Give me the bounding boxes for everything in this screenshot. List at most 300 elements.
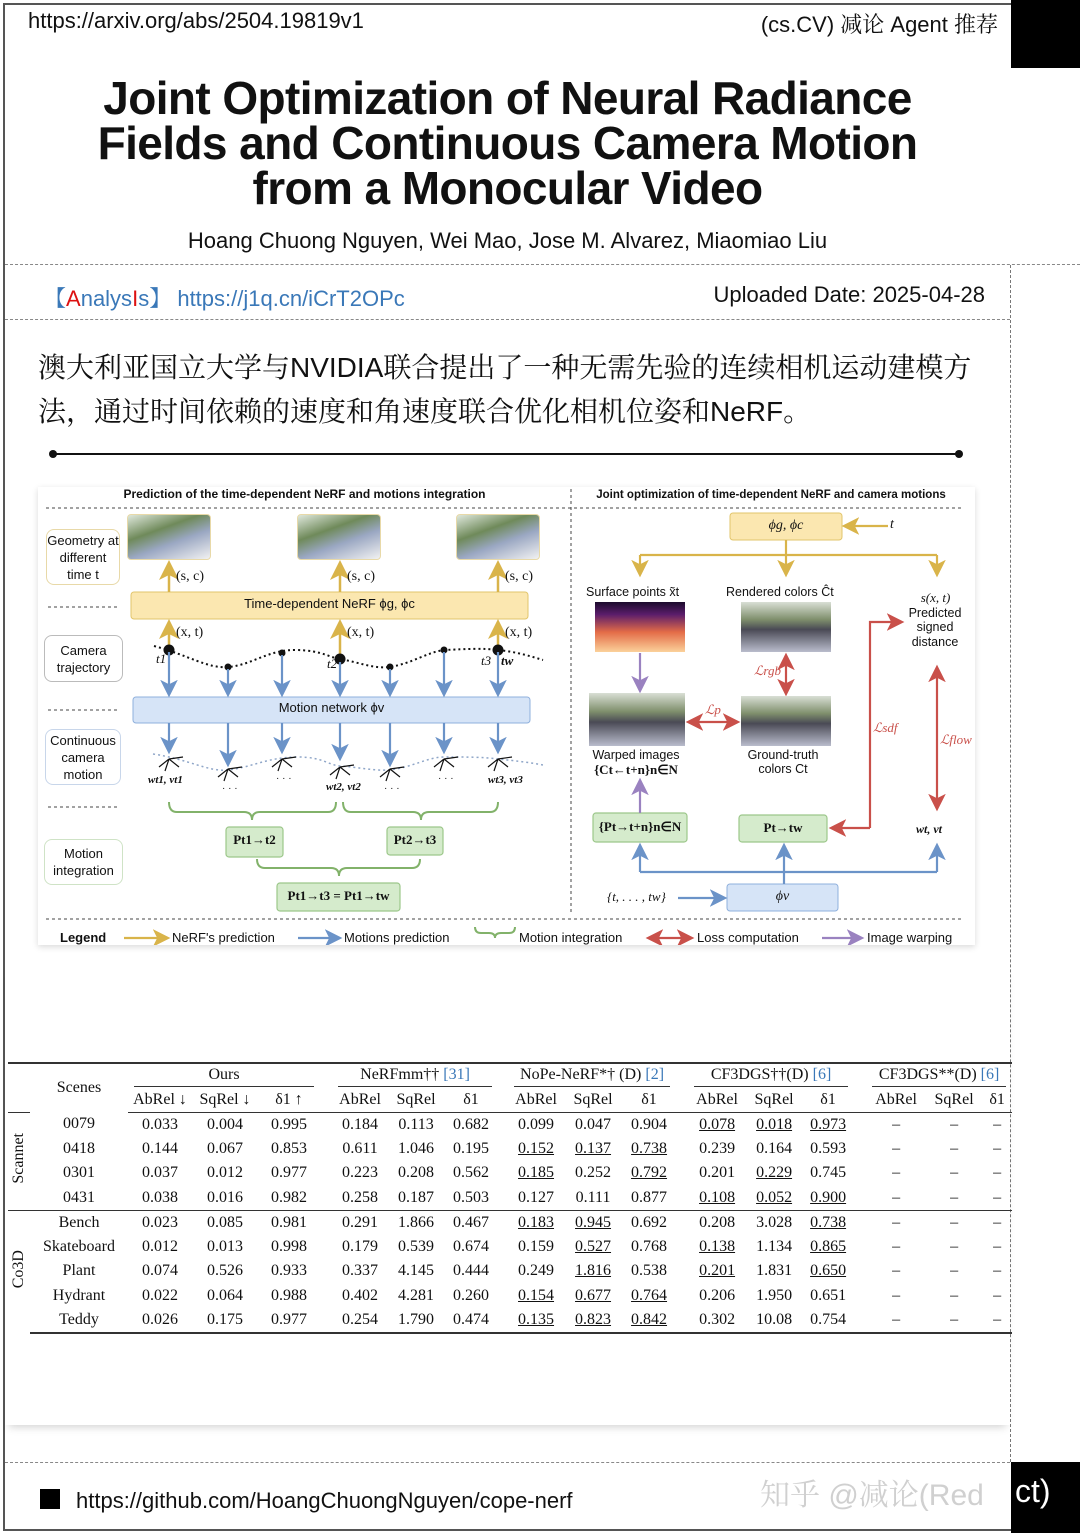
row-label-motion: Continuous camera motion	[45, 729, 121, 785]
table-row	[8, 1137, 1012, 1162]
spacer	[854, 1308, 866, 1333]
metric-cell: –	[993, 1115, 1002, 1133]
metric-cell: 0.135	[508, 1308, 564, 1333]
metric-cell: 0.078	[699, 1115, 736, 1133]
loss-rgb: ℒrgb	[754, 663, 781, 678]
metric-cell: –	[993, 1188, 1002, 1206]
github-link[interactable]: https://github.com/HoangChuongNguyen/cope-nerf	[76, 1488, 573, 1513]
metric-cell: 0.768	[631, 1237, 668, 1255]
watermark: 知乎 @减论(Red	[760, 1479, 984, 1512]
metric-cell: –	[950, 1115, 959, 1133]
spacer	[854, 1112, 866, 1137]
sc-label: (s, c)	[176, 569, 204, 584]
xt-label: (x, t)	[347, 625, 375, 640]
loss-sdf: ℒsdf	[873, 720, 898, 735]
paper-title	[40, 72, 975, 214]
wv-label: wt1, vt1	[148, 774, 183, 786]
metric-cell: 0.208	[398, 1164, 435, 1182]
spacer	[320, 1161, 332, 1186]
spacer	[676, 1063, 688, 1088]
summary-text: 澳大利亚国立大学与NVIDIA联合提出了一种无需先验的连续相机运动建模方法，通过时间依赖的速度和角速度联合优化相机位姿和NeRF。	[38, 352, 972, 427]
spacer	[498, 1137, 508, 1162]
method-name: CF3DGS**(D)	[878, 1066, 981, 1084]
metric-cell: –	[982, 1308, 1012, 1333]
metric-header: AbRel	[332, 1088, 388, 1113]
metric-cell: 1.134	[756, 1237, 793, 1255]
metric-cell: 0.067	[207, 1139, 243, 1157]
spacer	[498, 1161, 508, 1186]
spacer	[320, 1235, 332, 1260]
scene-name: Skateboard	[43, 1237, 115, 1255]
metric-header: δ1	[982, 1088, 1012, 1113]
metric-cell: –	[866, 1210, 926, 1235]
motion-box-label: Motion network ϕv	[278, 700, 385, 715]
spacer	[498, 1210, 508, 1235]
title-line: Fields and Continuous Camera Motion	[97, 117, 918, 169]
analysis-label-a: A	[66, 286, 81, 311]
metric-cell: 0.018	[756, 1115, 793, 1133]
metric-cell: 0.258	[342, 1188, 379, 1206]
metric-cell: 0.152	[518, 1139, 555, 1157]
metric-cell: 0.064	[207, 1286, 243, 1304]
t2-label: t2	[327, 656, 338, 671]
warped-math: {Ct←t+n}n∈N	[594, 762, 678, 777]
spacer	[320, 1112, 332, 1137]
table-row	[8, 1259, 1012, 1284]
rule-dot	[49, 450, 57, 458]
t-input: t	[890, 517, 894, 532]
metric-cell: 0.539	[398, 1237, 435, 1255]
method-header	[128, 1063, 320, 1088]
spacer	[498, 1088, 508, 1113]
method-ref[interactable]: [6]	[812, 1066, 832, 1084]
metric-cell: 0.745	[810, 1164, 847, 1182]
spacer	[854, 1137, 866, 1162]
method-header	[688, 1063, 854, 1088]
metric-cell: 0.474	[444, 1308, 498, 1333]
geometry-thumbnail	[456, 514, 540, 560]
spacer	[676, 1210, 688, 1235]
metric-cell: 0.201	[699, 1164, 736, 1182]
table-row	[8, 1161, 1012, 1186]
method-ref[interactable]: [31]	[443, 1066, 470, 1084]
metric-cell: –	[950, 1262, 959, 1280]
spacer	[854, 1210, 866, 1235]
analysis-url[interactable]: https://j1q.cn/iCrT2OPc	[177, 286, 405, 311]
metric-cell: –	[993, 1237, 1002, 1255]
table-row	[8, 1186, 1012, 1211]
right-panel-title: Joint optimization of time-dependent NeRF and camera motions	[596, 489, 946, 501]
metric-cell: 0.527	[575, 1237, 612, 1255]
metric-cell: 0.977	[271, 1164, 308, 1182]
metric-cell: 0.012	[142, 1237, 178, 1255]
metric-cell: 0.973	[810, 1115, 847, 1133]
depth-image	[595, 602, 685, 652]
metric-cell: 0.692	[622, 1210, 676, 1235]
metric-cell: –	[892, 1164, 901, 1182]
spacer	[676, 1235, 688, 1260]
metric-cell: 0.239	[699, 1139, 736, 1157]
metric-cell: 0.877	[631, 1188, 668, 1206]
spacer	[498, 1259, 508, 1284]
metric-cell: –	[926, 1308, 982, 1333]
metric-cell: –	[892, 1262, 901, 1280]
uploaded-date: Uploaded Date: 2025-04-28	[713, 282, 985, 307]
rendered-colors-label: Rendered colors Ĉt	[726, 585, 834, 599]
metric-cell: 0.302	[688, 1308, 746, 1333]
metric-cell: 1.866	[388, 1210, 444, 1235]
metric-cell: 0.016	[207, 1188, 243, 1206]
method-name: CF3DGS††(D)	[710, 1066, 813, 1084]
spacer	[676, 1112, 688, 1137]
metric-cell: 0.682	[453, 1115, 490, 1133]
geometry-thumbnail	[297, 514, 381, 560]
metric-header-row	[8, 1088, 1012, 1113]
title-line: Joint Optimization of Neural Radiance	[103, 72, 912, 124]
metric-cell: 1.790	[388, 1308, 444, 1333]
method-header-text	[872, 1064, 1006, 1087]
metric-cell: 0.137	[575, 1139, 612, 1157]
authors: Hoang Chuong Nguyen, Wei Mao, Jose M. Alvarez, Miaomiao Liu	[187, 228, 828, 253]
method-ref[interactable]: [6]	[980, 1066, 1000, 1084]
pose-t1-t2: Pt1→t2	[233, 832, 276, 847]
metric-cell: 0.022	[142, 1286, 178, 1304]
spacer	[676, 1088, 688, 1113]
arxiv-link[interactable]: https://arxiv.org/abs/2504.19819v1	[28, 8, 364, 33]
sc-label: (s, c)	[505, 569, 533, 584]
metric-cell: 0.144	[142, 1139, 178, 1157]
spacer	[676, 1284, 688, 1309]
results-table	[8, 1062, 1012, 1334]
spacer	[854, 1088, 866, 1113]
metric-cell: 0.444	[453, 1262, 490, 1280]
metric-cell: 0.754	[802, 1308, 854, 1333]
metric-cell: 0.988	[271, 1286, 308, 1304]
scene-name: Plant	[62, 1262, 96, 1280]
spacer	[8, 1088, 30, 1113]
metric-cell: 0.127	[518, 1188, 555, 1206]
method-header	[508, 1063, 676, 1088]
metric-cell: 1.831	[756, 1262, 793, 1280]
metric-cell: 0.113	[398, 1115, 434, 1133]
loss-p: ℒp	[705, 702, 721, 717]
dataset-name: Scannet	[10, 1133, 27, 1184]
nerf-params: ϕg, ϕc	[768, 518, 804, 533]
surface-points-label: Surface points x̃t	[586, 585, 680, 599]
legend-warp: Image warping	[867, 930, 953, 945]
ellipsis: · · ·	[276, 773, 292, 784]
ground-truth-label: Ground-truth colors Ct	[747, 748, 819, 777]
metric-cell: 0.650	[810, 1262, 847, 1280]
method-ref[interactable]: [2]	[645, 1066, 665, 1084]
method-header-text	[134, 1064, 314, 1087]
spacer	[320, 1259, 332, 1284]
scene-name: 0431	[63, 1188, 95, 1206]
metric-cell: 0.764	[631, 1286, 668, 1304]
dataset-label	[8, 1112, 30, 1210]
metric-cell: 0.195	[453, 1139, 490, 1157]
metric-cell: –	[950, 1188, 959, 1206]
metric-cell: –	[950, 1237, 959, 1255]
metric-cell: 0.738	[802, 1210, 854, 1235]
geometry-thumbnail	[127, 514, 211, 560]
sdf-label: s(x, t)	[920, 590, 951, 605]
metric-cell: –	[892, 1237, 901, 1255]
method-header	[332, 1063, 498, 1088]
warped-image	[589, 693, 685, 746]
metric-cell: 0.981	[258, 1210, 320, 1235]
xt-label: (x, t)	[505, 625, 533, 640]
metric-cell: 0.037	[142, 1164, 178, 1182]
metric-cell: 0.229	[756, 1164, 793, 1182]
metric-cell: 1.816	[575, 1262, 612, 1280]
metric-cell: 0.184	[342, 1115, 379, 1133]
spacer	[676, 1259, 688, 1284]
metric-cell: 0.337	[342, 1262, 379, 1280]
metric-cell: 0.904	[631, 1115, 668, 1133]
metric-cell: 1.950	[756, 1286, 793, 1304]
table-row	[8, 1235, 1012, 1260]
table-row	[8, 1308, 1012, 1333]
spacer	[320, 1186, 332, 1211]
metric-cell: 4.145	[398, 1262, 435, 1280]
metric-cell: –	[993, 1164, 1002, 1182]
metric-cell: 0.023	[128, 1210, 192, 1235]
row-label-trajectory: Camera trajectory	[44, 635, 123, 682]
metric-cell: –	[993, 1286, 1002, 1304]
metric-cell: 0.467	[444, 1210, 498, 1235]
table-row	[8, 1284, 1012, 1309]
metric-cell: 0.995	[271, 1115, 308, 1133]
wv-label: wt3, vt3	[488, 774, 523, 786]
spacer	[676, 1186, 688, 1211]
legend-loss: Loss computation	[697, 930, 799, 945]
loss-flow: ℒflow	[940, 732, 972, 747]
warped-label: Warped images	[592, 748, 680, 762]
analysis-label-i: I	[132, 286, 139, 311]
nerf-box-label: Time-dependent NeRF ϕg, ϕc	[244, 596, 415, 611]
ground-truth-image	[741, 696, 831, 746]
metric-cell: 0.138	[699, 1237, 736, 1255]
metric-cell: 0.175	[192, 1308, 258, 1333]
metric-cell: 0.254	[332, 1308, 388, 1333]
metric-cell: 0.792	[631, 1164, 668, 1182]
metric-header: δ1	[622, 1088, 676, 1113]
row-label-integration: Motion integration	[44, 839, 123, 885]
metric-cell: 0.179	[342, 1237, 379, 1255]
metric-header: SqRel	[746, 1088, 802, 1113]
metric-cell: 0.252	[575, 1164, 612, 1182]
metric-cell: 0.004	[207, 1115, 243, 1133]
scene-name: Teddy	[30, 1308, 128, 1333]
motion-network-right: ϕv	[775, 889, 790, 904]
metric-cell: –	[950, 1139, 959, 1157]
spacer	[676, 1137, 688, 1162]
metric-cell: 0.201	[699, 1262, 736, 1280]
metric-cell: 0.208	[688, 1210, 746, 1235]
metric-cell: 0.206	[699, 1286, 736, 1304]
ellipsis: · · ·	[222, 783, 238, 794]
spacer	[320, 1088, 332, 1113]
spacer	[676, 1161, 688, 1186]
metric-cell: 0.998	[271, 1237, 308, 1255]
metric-cell: 0.074	[142, 1262, 178, 1280]
metric-header: δ1 ↑	[258, 1088, 320, 1113]
method-name: Ours	[208, 1066, 240, 1084]
metric-cell: 0.183	[508, 1210, 564, 1235]
metric-cell: –	[866, 1308, 926, 1333]
category-tag: (cs.CV) 减论 Agent 推荐	[760, 12, 998, 37]
metric-cell: 0.842	[622, 1308, 676, 1333]
spacer	[854, 1235, 866, 1260]
group-header-row	[8, 1063, 1012, 1088]
spacer	[854, 1259, 866, 1284]
corner-block	[1011, 0, 1080, 68]
metric-cell: 0.159	[518, 1237, 555, 1255]
spacer	[320, 1308, 332, 1333]
metric-cell: 0.111	[575, 1188, 611, 1206]
scenes-header: Scenes	[30, 1063, 128, 1112]
legend-motion: Motions prediction	[344, 930, 450, 945]
spacer	[498, 1308, 508, 1333]
metric-cell: 0.047	[575, 1115, 612, 1133]
motion-curve	[153, 754, 543, 770]
metric-header: δ1	[802, 1088, 854, 1113]
metric-cell: 1.046	[398, 1139, 435, 1157]
metric-cell: 0.249	[518, 1262, 555, 1280]
metric-cell: 0.012	[207, 1164, 243, 1182]
metric-cell: –	[950, 1164, 959, 1182]
bracket: 】	[149, 286, 172, 311]
metric-cell: 0.291	[332, 1210, 388, 1235]
spacer	[498, 1112, 508, 1137]
metric-cell: 0.677	[575, 1286, 612, 1304]
metric-header: AbRel	[866, 1088, 926, 1113]
metric-cell: 0.982	[271, 1188, 308, 1206]
horizontal-rule	[52, 453, 960, 455]
metric-header: SqRel ↓	[192, 1088, 258, 1113]
metric-cell: 0.611	[342, 1139, 378, 1157]
scene-name: 0079	[63, 1115, 95, 1133]
metric-header: SqRel	[564, 1088, 622, 1113]
metric-cell: 10.08	[746, 1308, 802, 1333]
corner-block: ct)	[1011, 1462, 1080, 1533]
spacer	[854, 1063, 866, 1088]
divider	[5, 1462, 1010, 1463]
metric-header: AbRel	[508, 1088, 564, 1113]
metric-cell: 0.945	[564, 1210, 622, 1235]
table-row	[8, 1112, 1012, 1137]
metric-cell: –	[892, 1188, 901, 1206]
pose-t2-t3: Pt2→t3	[393, 832, 437, 847]
dataset-label	[8, 1210, 30, 1333]
bracket: 【	[44, 286, 67, 311]
method-name: NeRFmm††	[360, 1066, 444, 1084]
sdf-description: Predicted signed distance	[908, 606, 962, 649]
metric-cell: 0.503	[453, 1188, 490, 1206]
metric-cell: 0.900	[810, 1188, 847, 1206]
spacer	[320, 1063, 332, 1088]
metric-cell: 0.033	[142, 1115, 178, 1133]
metric-cell: 0.853	[271, 1139, 308, 1157]
scene-name: 0301	[63, 1164, 95, 1182]
bullet-square	[40, 1489, 60, 1509]
wv-label: wt2, vt2	[326, 781, 361, 793]
metric-header: AbRel ↓	[128, 1088, 192, 1113]
integration-braces	[169, 802, 515, 938]
time-sequence: {t, . . . , tw}	[607, 889, 666, 904]
spacer	[320, 1210, 332, 1235]
xt-label: (x, t)	[176, 625, 204, 640]
spacer	[854, 1186, 866, 1211]
t1-label: t1	[156, 651, 167, 666]
table-row	[8, 1210, 1012, 1235]
tw-label: tw	[501, 653, 514, 668]
metric-cell: 0.108	[699, 1188, 736, 1206]
metric-cell: 0.260	[453, 1286, 490, 1304]
method-figure	[38, 487, 975, 945]
scene-name: Bench	[30, 1210, 128, 1235]
rendered-image	[741, 602, 831, 652]
sc-label: (s, c)	[347, 569, 375, 584]
metric-header: SqRel	[388, 1088, 444, 1113]
method-header-text	[694, 1064, 848, 1087]
metric-cell: 0.823	[564, 1308, 622, 1333]
metric-cell: –	[892, 1139, 901, 1157]
divider	[5, 264, 1080, 265]
metric-cell: –	[892, 1286, 901, 1304]
metric-cell: 0.402	[342, 1286, 379, 1304]
pose-t1-t3: Pt1→t3 = Pt1→tw	[287, 888, 390, 903]
metric-cell: –	[892, 1115, 901, 1133]
metric-cell: 4.281	[398, 1286, 435, 1304]
metric-cell: 0.526	[207, 1262, 243, 1280]
metric-cell: 0.052	[756, 1188, 793, 1206]
scene-name: Hydrant	[52, 1286, 106, 1304]
metric-cell: 0.651	[810, 1286, 847, 1304]
method-header-text	[338, 1064, 492, 1087]
ellipsis: · · ·	[384, 783, 400, 794]
metric-cell: 0.085	[192, 1210, 258, 1235]
velocity-label: wt, vt	[916, 822, 942, 836]
metric-cell: 0.099	[518, 1115, 555, 1133]
metric-cell: –	[982, 1210, 1012, 1235]
metric-cell: 0.185	[518, 1164, 555, 1182]
dataset-name: Co3D	[10, 1249, 27, 1289]
analysis-label: nalys	[80, 286, 133, 311]
metric-cell: 0.933	[271, 1262, 308, 1280]
metric-cell: 0.593	[810, 1139, 847, 1157]
metric-cell: –	[993, 1262, 1002, 1280]
analysis-link[interactable]	[44, 282, 405, 313]
scene-name: 0418	[63, 1139, 95, 1157]
divider	[5, 319, 1010, 320]
metric-cell: 0.164	[756, 1139, 793, 1157]
metric-cell: 0.013	[207, 1237, 243, 1255]
ellipsis: · · ·	[438, 773, 454, 784]
method-name: NoPe-NeRF*† (D)	[520, 1066, 646, 1084]
spacer	[8, 1063, 30, 1088]
analysis-label: s	[138, 286, 150, 311]
method-header	[866, 1063, 1012, 1088]
spacer	[320, 1284, 332, 1309]
metric-cell: 0.674	[453, 1237, 490, 1255]
legend-title: Legend	[60, 930, 107, 945]
spacer	[498, 1284, 508, 1309]
method-header-text	[514, 1064, 670, 1087]
metric-header: AbRel	[688, 1088, 746, 1113]
rule-dot	[955, 450, 963, 458]
